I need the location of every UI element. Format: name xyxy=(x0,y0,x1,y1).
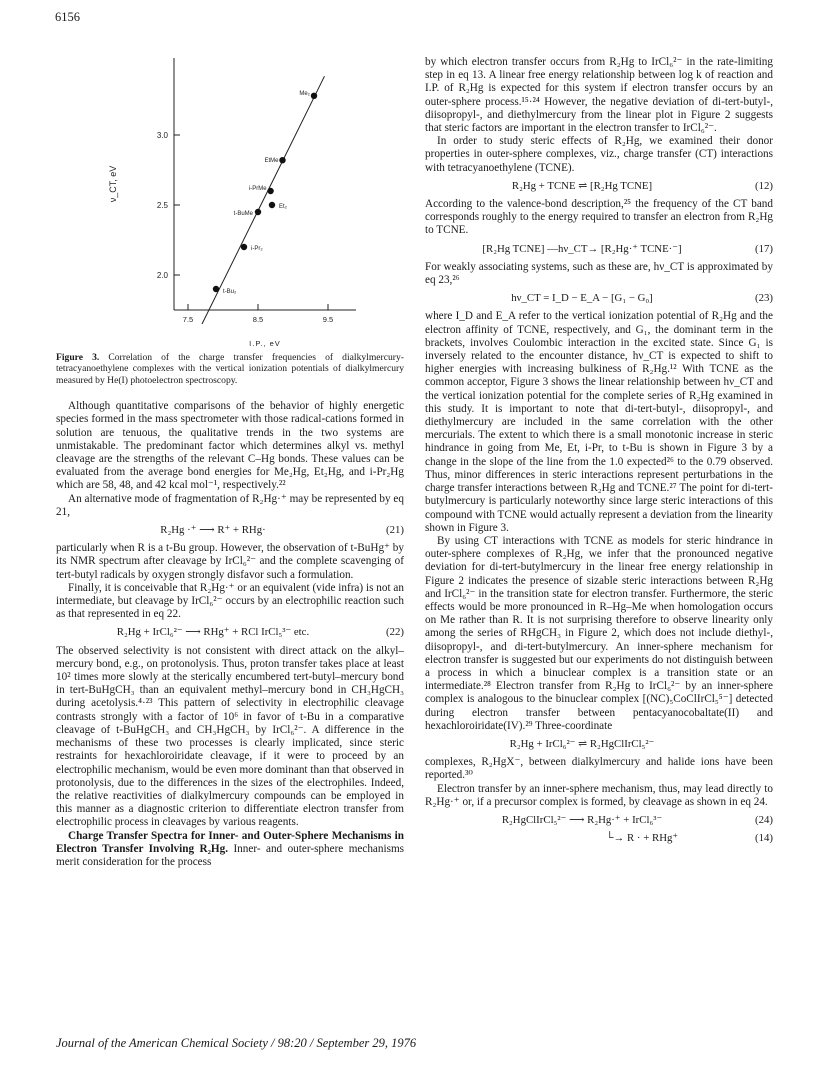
equation-17-number: (17) xyxy=(755,242,773,255)
left-paragraph-1: Although quantitative comparisons of the behavior of highly energetic species formed in the mass spectrometer with those radical-cations formed in solution are tenuous, the qualitative trends in the two systems are unmistakable. The predominant factor which determines alkyl vs. methyl cleavage are the strengths of the relevant C–Hg bonds. These values can be evaluated from the average bond energies for Me₂Hg, Et₂Hg, and i-Pr₂Hg which are 58, 48, and 42 kcal mol⁻¹, respectively.²² xyxy=(56,400,404,492)
figure-caption-label: Figure 3. xyxy=(56,352,100,363)
equation-22-expr: R₂Hg + IrCl₆²⁻ ⟶ RHg⁺ + RCl IrCl₅³⁻ etc. xyxy=(116,626,310,639)
data-point-1 xyxy=(279,157,285,163)
y-tick-label-1: 2.5 xyxy=(156,201,168,210)
right-paragraph-4: For weakly associating systems, such as these are, hν_CT is approximated by eq 23,²⁶ xyxy=(425,260,773,287)
fit-line xyxy=(202,76,325,324)
point-label-1: EtMe xyxy=(264,158,279,165)
equation-22 xyxy=(56,626,404,639)
point-label-6: t-Bu₂ xyxy=(223,289,237,295)
x-tick-label-2: 9.5 xyxy=(322,315,334,324)
point-label-2: i-PrMe xyxy=(248,186,267,192)
figure-3 xyxy=(56,50,404,350)
equation-12-expr: R₂Hg + TCNE ⇌ [R₂Hg TCNE] xyxy=(511,179,653,192)
equation-14-number: (14) xyxy=(755,832,773,845)
y-tick-label-0: 2.0 xyxy=(156,271,168,280)
left-paragraph-4: Finally, it is conceivable that R₂Hg·⁺ or an equivalent (vide infra) is not an intermediate, but cleavage by IrCl₆²⁻ occurs by an electrophilic reaction such as that represented in eq 22. xyxy=(56,581,404,621)
point-label-0: Me₂ xyxy=(299,90,310,97)
journal-footer: Journal of the American Chemical Society / 98:20 / September 29, 1976 xyxy=(56,1036,417,1050)
right-paragraph-7: complexes, R₂HgX⁻, between dialkylmercury and halide ions have been reported.³⁰ xyxy=(425,756,773,782)
equation-12 xyxy=(425,180,773,193)
point-label-4: t-BuMe xyxy=(233,211,253,217)
left-paragraph-2: An alternative mode of fragmentation of R₂Hg·⁺ may be represented by eq 21, xyxy=(56,492,404,518)
equation-14 xyxy=(425,832,773,845)
data-point-0 xyxy=(311,93,317,99)
x-tick-label-1: 8.5 xyxy=(252,315,264,324)
left-paragraph-3: particularly when R is a t-Bu group. However, the observation of t-BuHg⁺ by its NMR spectrum after cleavage by IrCl₆²⁻ and the complete scavenging of tert-butyl radicals by oxygen strongly disfavor such a formulation. xyxy=(56,542,404,581)
equation-17-expr: [R₂Hg TCNE] —hν_CT→ [R₂Hg·⁺ TCNE·⁻] xyxy=(482,242,682,255)
data-point-5 xyxy=(241,244,247,250)
x-tick-label-0: 7.5 xyxy=(182,315,194,324)
point-label-5: i-Pr₂ xyxy=(251,246,263,252)
data-point-3 xyxy=(269,202,275,208)
figure-3-chart xyxy=(56,50,404,350)
section-heading: Charge Transfer Spectra for Inner- and Outer-Sphere Mechanisms in Electron Transfer Involving R₂Hg. xyxy=(56,829,404,855)
equation-24-expr: R₂HgClIrCl₅²⁻ ⟶ R₂Hg·⁺ + IrCl₆³⁻ xyxy=(501,813,663,826)
right-paragraph-3: According to the valence-bond description,²⁵ the frequency of the CT band corresponds roughly to the energy required to transfer an electron from R₂Hg to TCNE. xyxy=(425,198,773,237)
equation-21-expr: R₂Hg ·⁺ ⟶ R⁺ + RHg· xyxy=(160,524,266,537)
right-paragraph-5: where I_D and E_A refer to the vertical ionization potential of R₂Hg and the electron affinity of TCNE, respectively, and G₁, the dominant term in the brackets, involves Coulombic interaction in the excited state. Since G₁ is inversely related to the encounter distance, hν_CT is expected to shift to higher energies with increasing bulkiness of R₂Hg.¹² With TCNE as the common acceptor, Figure 3 shows the linear relationship between hν_CT and the vertical ionization potential for the complete series of R₂Hg examined in this study. It is important to note that di-tert-butyl-, diisopropyl-, and diethylmercury are included in the same correlation with the other mercurials. The extent to which there is a small monotonic increase in steric hindrance in going from Me, Et, i-Pr, to t-Bu is shown in Figure 3 by a change in the slope of the line from the 1.0 expected²⁶ to the 0.79 observed. Thus, minor differences in steric interactions represent perturbations in the charge transfer interactions between R₂Hg and TCNE.²⁷ The point for di-tert-butylmercury is particularly noteworthy since large steric interactions of this compound with TCNE would actually represent a deviation from the linearity shown in Figure 3. xyxy=(425,310,773,534)
equation-12-number: (12) xyxy=(755,179,773,192)
x-axis-label: I.P., eV xyxy=(249,339,281,348)
left-paragraph-6 xyxy=(56,830,404,870)
y-tick-label-2: 3.0 xyxy=(156,131,168,140)
data-point-6 xyxy=(213,286,219,292)
data-point-2 xyxy=(267,188,273,194)
equation-17 xyxy=(425,243,773,256)
equation-24-number: (24) xyxy=(755,813,773,826)
figure-caption xyxy=(56,352,404,386)
equation-14-expr: └→ R · + RHg⁺ xyxy=(605,832,679,845)
left-paragraph-5: The observed selectivity is not consistent with direct attack on the alkyl–mercury bond, e.g., on protonolysis. Thus, proton transfer takes place at least 10² times more slowly at the sterically encumbered tert-butyl–mercury bond in tert-BuHgCH₃ than an equivalent methyl–mercury bond in CH₃HgCH₃ during acetolysis.⁴·²³ This pattern of selectivity in electrophilic cleavage contrasts strongly with a factor of 10⁶ in favor of t-Bu in a comparative cleavage of t-BuHgCH₃ and CH₃HgCH₃ by IrCl₆²⁻. A difference in the mechanisms of these two processes is clearly implicated, since steric restraints for hexachloroiridate cleavage, if it were to proceed by an electrophilic mechanism, would be even more dominant than that observed in protonolysis, due to the differences in the sizes of the electrophiles. Indeed, the relative reactivities of dialkylmercury compounds can be employed in this manner as a diagnostic criterion to differentiate electron transfer from electrophilic process in cleavages by various reagents. xyxy=(56,644,404,829)
left-paragraph-6-text: Inner- and outer-sphere mechanisms merit consideration for the process xyxy=(56,842,404,868)
equation-23-number: (23) xyxy=(755,292,773,305)
equation-24 xyxy=(425,814,773,827)
right-paragraph-6: By using CT interactions with TCNE as models for steric hindrance in outer-sphere complexes of R₂Hg, we infer that the pronounced negative deviation for di-tert-butylmercury in the linear free energy relationship in Figure 2 indicates the presence of sizable steric interactions between R₂Hg and IrCl₆²⁻ in the transition state for electron transfer. Furthermore, the steric effects would be more pronounced in R–Hg–Me when homologation occurs on Me rather than R. It is not surprising therefore to observe linearity only among the series of RHgCH₃ in Figure 2, which does not include diethyl-, diisopropyl-, and di-tert-butylmercury. An inner-sphere mechanism for electron transfer is suggested but our experiments do not distinguish between a process in which a binuclear complex is a transition state or an intermediate.²⁸ Electron transfer from R₂Hg to IrCl₆²⁻ by an inner-sphere complex is analogous to the binuclear complex [(NC)₅CoClIrCl₅⁵⁻] detected during electron transfer between pentacyanocobaltate(II) and hexachloroiridate(IV).²⁹ Three-coordinate xyxy=(425,534,773,732)
data-point-4 xyxy=(255,209,261,215)
equation-binuclear-expr: R₂Hg + IrCl₆²⁻ ⇌ R₂HgClIrCl₅²⁻ xyxy=(509,737,655,750)
equation-22-number: (22) xyxy=(386,626,404,639)
left-column xyxy=(56,50,404,869)
point-label-3: Et₂ xyxy=(279,204,287,210)
equation-23 xyxy=(425,292,773,305)
right-column xyxy=(425,56,773,850)
page-number: 6156 xyxy=(55,10,80,24)
figure-caption-text: Correlation of the charge transfer frequencies of dialkylmercury-tetracyanoethylene complexes with the vertical ionization potentials of dialkylmercury measured by He(I) photoelectron spectroscopy. xyxy=(56,352,404,386)
right-paragraph-1: by which electron transfer occurs from R₂Hg to IrCl₆²⁻ in the rate-limiting step in eq 13. A linear free energy relationship between log k of reaction and I.P. of R₂Hg is expected for this system if electron transfer occurs by an outer-sphere process.¹⁵·²⁴ However, the negative deviation of di-tert-butyl-, diisopropyl-, and diethylmercury from the linear plot in Figure 2 suggests that steric factors are important in the electron transfer to IrCl₆²⁻. xyxy=(425,56,773,135)
right-paragraph-8: Electron transfer by an inner-sphere mechanism, thus, may lead directly to R₂Hg·⁺ or, if a precursor complex is formed, by cleavage as shown in eq 24. xyxy=(425,782,773,808)
right-paragraph-2: In order to study steric effects of R₂Hg, we examined their donor properties in outer-sphere complexes, viz., charge transfer (CT) interactions with tetracyanoethylene (TCNE). xyxy=(425,135,773,174)
equation-binuclear xyxy=(425,738,773,751)
equation-21-number: (21) xyxy=(386,524,404,537)
equation-23-expr: hν_CT = I_D − E_A − [G₁ − G₀] xyxy=(511,292,653,305)
equation-21 xyxy=(56,524,404,537)
y-axis-label: ν_CT, eV xyxy=(108,165,118,203)
